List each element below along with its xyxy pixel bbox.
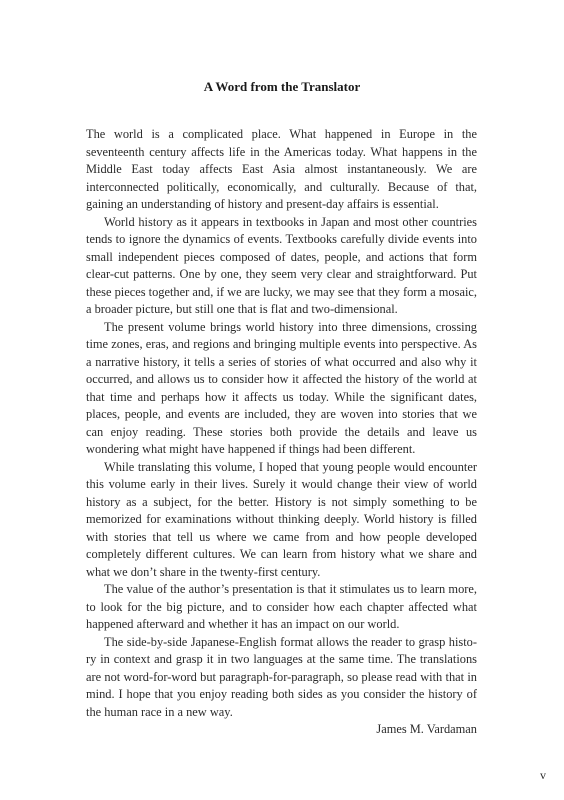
paragraph-3: The present volume brings world history into three dimensions, crossing time zones, eras, and regions and bringing multiple events into perspective. As a narrative history, it tells a series of stories of what occurred and also why it occurred, and allows us to consider how it affected the history of the world at that time and perhaps how it affects us today. While the significant dates, places, people, and events are included, they are woven into stories that we can enjoy reading. These stories both provide the details and leave us wondering what might have happened if things had been different. (86, 319, 477, 456)
body-text (86, 126, 477, 739)
paragraph-1: The world is a complicated place. What happened in Europe in the seventeenth century affects life in the Americas today. What happens in the Middle East today affects East Asia almost instantaneously. We are interconnected politically, economically, and culturally. Because of that, gaining an understanding of history and present-day affairs is essential. (86, 127, 477, 211)
paragraph-4: While translating this volume, I hoped that young people would encounter this volume early in their lives. Surely it would change their view of world history as a subject, for the better. History is not simply something to be memorized for examinations without thinking deeply. World history is filled with stories that tell us where we came from and how people developed completely different cultures. We can learn from history what we share and what we don’t share in the twenty-first century. (86, 459, 477, 579)
page-number: v (540, 768, 546, 782)
paragraph-5: The value of the author’s presentation is that it stimulates us to learn more, to look for the big picture, and to consider how each chapter affected what happened afterward and whether it has an impact on our world. (86, 582, 477, 631)
paragraph-6: The side-by-side Japanese-English format allows the reader to grasp history in context and grasp it in two languages at the same time. The translations are not word-for-word but paragraph-for-paragraph, so please read with that in mind. I hope that you enjoy reading both sides as you consider the history of the human race in a new way. (86, 634, 477, 719)
paragraph-2: World history as it appears in textbooks in Japan and most other countries tends to ignore the dynamics of events. Textbooks carefully divide events into small independent pieces composed of dates, people, and actions that form clear-cut patterns. One by one, they seem very clear and straightforward. Put these pieces together and, if we are lucky, we may see that they form a mosaic, a broader picture, but still one that is flat and two-dimensional. (86, 214, 477, 316)
author-signature: James M. Vardaman (376, 722, 477, 736)
page-title: A Word from the Translator (203, 79, 361, 94)
